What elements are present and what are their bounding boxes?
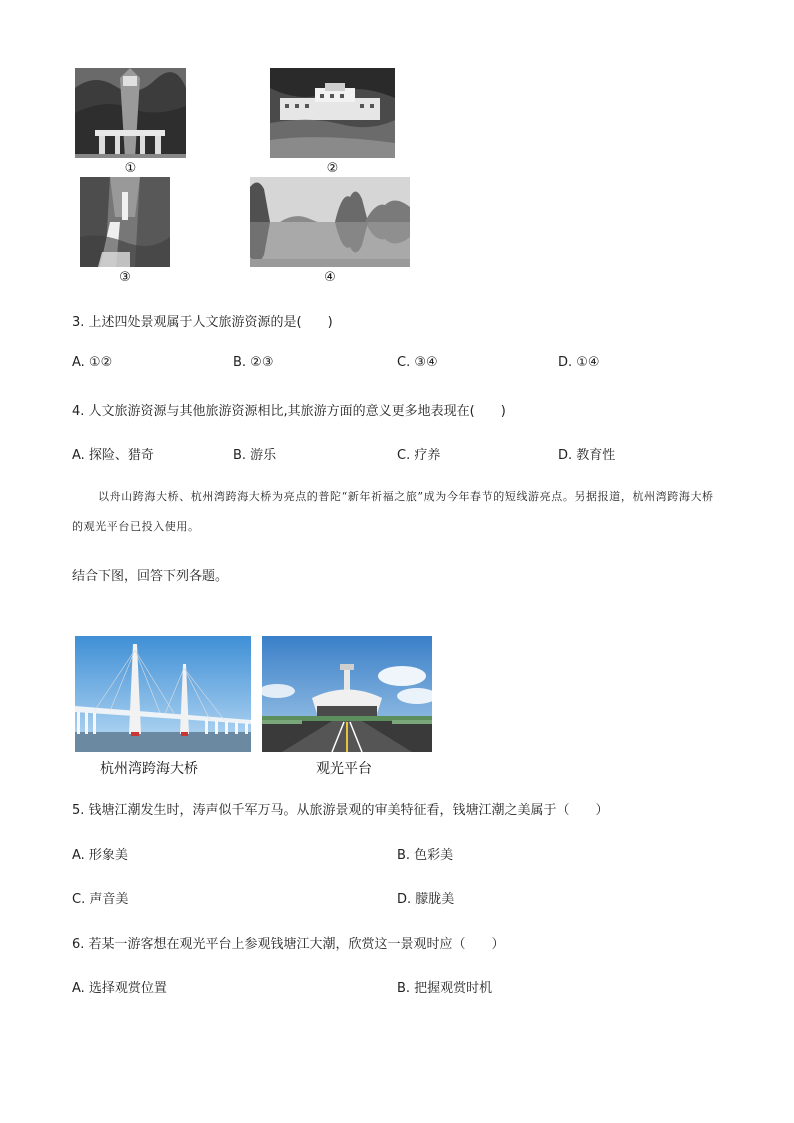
instruction: 结合下图，回答下列各题。 [72,569,229,584]
photo-hangzhou-bay-bridge [75,636,251,752]
q4-option-c[interactable]: C. 疗养 [397,448,441,463]
q3-option-c[interactable]: C. ③④ [397,355,438,370]
q5-option-a[interactable]: A. 形象美 [72,848,128,863]
q5-option-d[interactable]: D. 朦胧美 [397,892,455,907]
q3-option-b[interactable]: B. ②③ [233,355,274,370]
photo-caption-3: ③ [119,270,131,285]
photo-waterfall [80,177,170,267]
question-3: 3. 上述四处景观属于人文旅游资源的是( ) [72,315,333,330]
photo-palace [270,68,395,158]
q6-option-b[interactable]: B. 把握观赏时机 [397,981,493,996]
photo-caption-1: ① [124,161,137,176]
q6-option-a[interactable]: A. 选择观赏位置 [72,981,167,996]
photo-caption-2: ② [326,161,339,176]
caption-platform: 观光平台 [316,761,372,777]
photo-memorial-gate [75,68,186,158]
q5-option-c[interactable]: C. 声音美 [72,892,129,907]
q3-option-d[interactable]: D. ①④ [558,355,600,370]
q4-option-b[interactable]: B. 游乐 [233,448,277,463]
q3-option-a[interactable]: A. ①② [72,355,113,370]
q5-option-b[interactable]: B. 色彩美 [397,848,454,863]
q4-option-d[interactable]: D. 教育性 [558,448,616,463]
photo-caption-4: ④ [324,270,336,285]
caption-bridge: 杭州湾跨海大桥 [100,761,198,777]
q4-option-a[interactable]: A. 探险、猎奇 [72,448,154,463]
photo-observation-platform [262,636,432,752]
photo-karst-river [250,177,410,267]
question-6: 6. 若某一游客想在观光平台上参观钱塘江大潮，欣赏这一景观时应（ ） [72,937,505,952]
question-5: 5. 钱塘江潮发生时，涛声似千军万马。从旅游景观的审美特征看，钱塘江潮之美属于（ ） [72,803,609,818]
reading-passage: 以舟山跨海大桥、杭州湾跨海大桥为亮点的普陀“新年祈福之旅”成为今年春节的短线游亮点。另据报道，杭州湾跨海大桥的观光平台已投入使用。 [72,490,714,533]
question-4: 4. 人文旅游资源与其他旅游资源相比,其旅游方面的意义更多地表现在( ) [72,404,506,419]
